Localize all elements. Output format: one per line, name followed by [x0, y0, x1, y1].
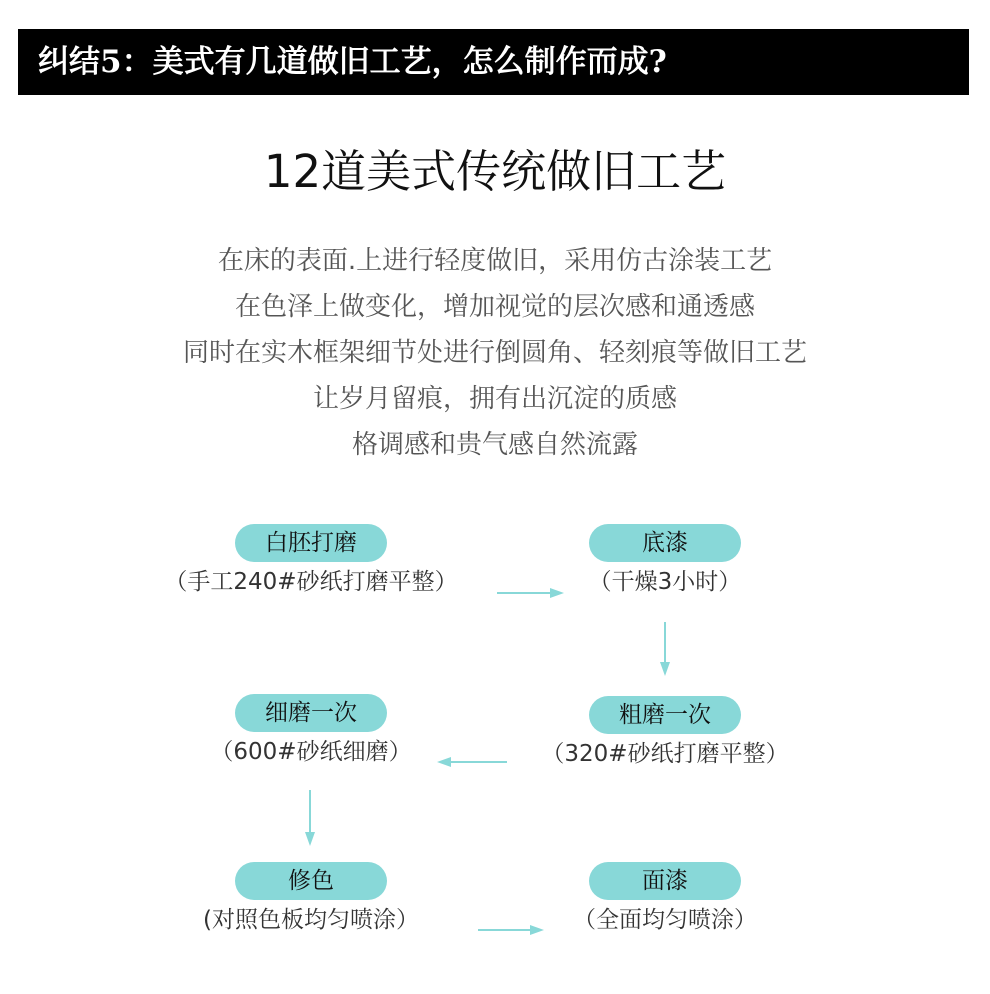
description-line: 在床的表面.上进行轻度做旧，采用仿古涂装工艺 — [217, 246, 773, 276]
step-label-pill: 修色 — [235, 862, 387, 900]
step-label-pill: 细磨一次 — [235, 694, 387, 732]
step-note: （全面均匀喷涂） — [573, 907, 757, 933]
step-label-pill: 面漆 — [589, 862, 741, 900]
arrow-down-icon — [660, 622, 670, 676]
step-note: （干燥3小时） — [588, 569, 742, 595]
page-title: 12道美式传统做旧工艺 — [263, 145, 727, 198]
arrow-right-icon — [497, 588, 564, 598]
description-line: 在色泽上做变化，增加视觉的层次感和通透感 — [234, 292, 755, 322]
step-note: (对照色板均匀喷涂） — [203, 907, 419, 933]
banner-title: 纠结5：美式有几道做旧工艺，怎么制作而成? — [38, 44, 667, 80]
step-note: （600#砂纸细磨） — [210, 739, 412, 765]
step-note: （手工240#砂纸打磨平整） — [164, 569, 458, 595]
description-line: 格调感和贵气感自然流露 — [351, 430, 638, 460]
description-line: 同时在实木框架细节处进行倒圆角、轻刻痕等做旧工艺 — [182, 338, 807, 368]
step-label-pill: 底漆 — [589, 524, 741, 562]
description-line: 让岁月留痕，拥有出沉淀的质感 — [312, 384, 677, 414]
arrow-left-icon — [437, 757, 507, 767]
step-note: （320#砂纸打磨平整） — [541, 741, 789, 767]
step-label-pill: 粗磨一次 — [589, 696, 741, 734]
step-label-pill: 白胚打磨 — [235, 524, 387, 562]
arrow-right-icon — [478, 925, 544, 935]
arrow-down-icon — [305, 790, 315, 846]
